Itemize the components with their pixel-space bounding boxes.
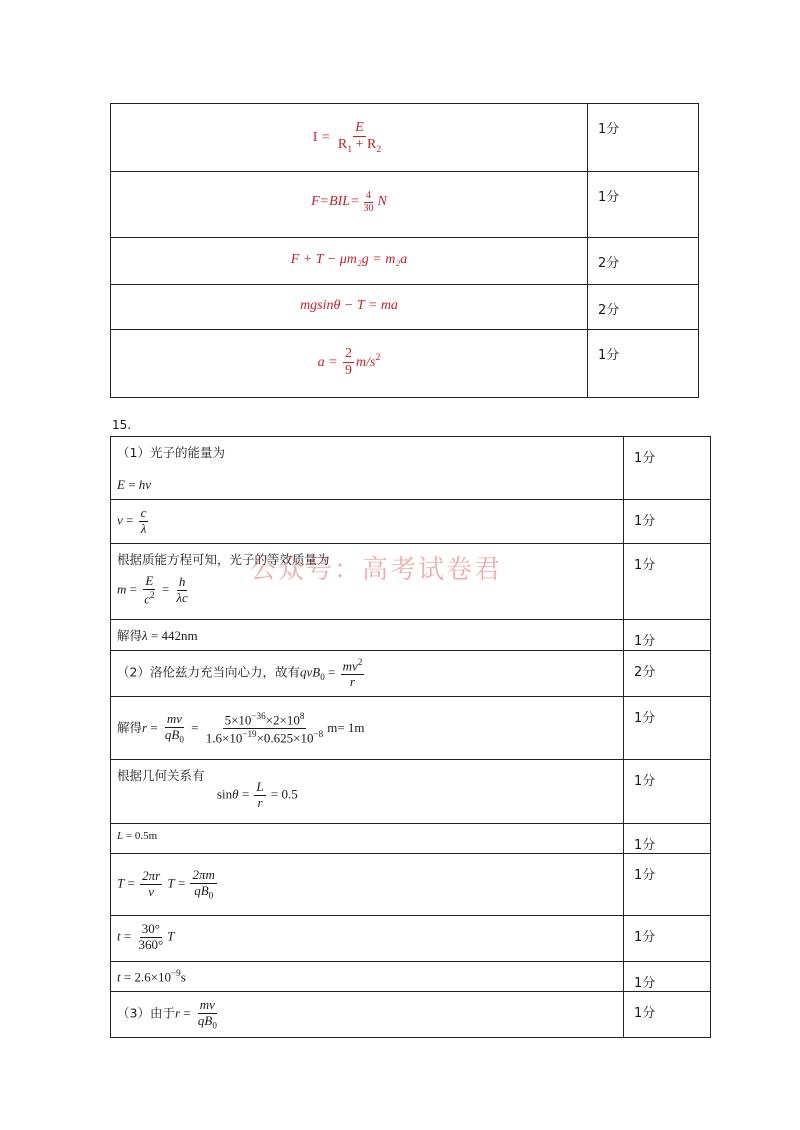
step-formula: （3）由于r = $\frac{mv}{qB_0}$ — [117, 997, 217, 1031]
score-row — [111, 619, 711, 650]
step-formula: v = $\frac{c}{\lambda}$ — [117, 505, 147, 536]
score-row — [111, 824, 711, 854]
score-row — [111, 238, 699, 285]
score: 2分 — [624, 650, 711, 696]
score-row — [111, 437, 711, 500]
step-formula: 解得λ = 442nm — [117, 627, 198, 643]
step-formula: （2）洛伦兹力充当向心力，故有qvB$_0$ = $\frac{mv^2}{r}$ — [117, 656, 363, 690]
score: 1分 — [588, 172, 699, 238]
score-row — [111, 697, 711, 760]
score: 1分 — [624, 760, 711, 824]
score: 2分 — [588, 238, 699, 285]
score: 1分 — [624, 437, 711, 500]
score-row — [111, 330, 699, 398]
scoring-table-previous — [110, 103, 699, 398]
score: 1分 — [624, 824, 711, 854]
scoring-table-q15 — [110, 436, 711, 1038]
formula-ampere-force: F=BIL= $\frac{4}{30}$ N — [111, 172, 588, 238]
formula-newton-m: mgsinθ − T = ma — [111, 285, 588, 330]
step-formula: $t = 2.6\times 10^{-9}s$ — [117, 968, 186, 985]
score: 2分 — [588, 285, 699, 330]
step-formula: sinθ = $\frac{L}{r}$ = 0.5 — [217, 779, 298, 811]
score-row — [111, 854, 711, 916]
score-row — [111, 104, 699, 172]
score: 1分 — [624, 962, 711, 992]
score-row — [111, 992, 711, 1038]
score-row — [111, 962, 711, 992]
question-number: 15. — [112, 418, 132, 432]
score-row — [111, 916, 711, 962]
score: 1分 — [624, 500, 711, 544]
score-row — [111, 500, 711, 544]
score-row — [111, 285, 699, 330]
formula-current: I = $\frac{E}{R_1 + R_2}$ — [111, 104, 588, 172]
step-formula: E = hν — [117, 477, 152, 492]
formula-acceleration: a = $\frac{2}{9}$ $m/s^2$ — [111, 330, 588, 398]
step-formula: T = $\frac{2\pi r}{v}$ T = $\frac{2\pi m}{qB_0}$ — [117, 867, 215, 901]
score: 1分 — [588, 330, 699, 398]
score-row — [111, 650, 711, 696]
step-formula: L = 0.5m — [117, 830, 158, 843]
step-formula: 解得r = $\frac{mv}{qB_0}$ = $\frac{5\times 10^{-36}\times 2\times 10^8}{1.6\times 10^{-19}\times 0.625\times 10^{-8}}$ m= 1m — [117, 711, 365, 746]
score: 1分 — [624, 619, 711, 650]
score-row — [111, 172, 699, 238]
score: 1分 — [588, 104, 699, 172]
watermark: 公众号：高考试卷君 — [250, 555, 503, 585]
score-row — [111, 760, 711, 824]
step-formula: t = $\frac{30^\circ}{360^\circ}$ T — [117, 921, 175, 953]
score: 1分 — [624, 854, 711, 916]
step-text: 根据质能方程可知，光子的等效质量为 — [117, 551, 330, 567]
score: 1分 — [624, 543, 711, 619]
score: 1分 — [624, 697, 711, 760]
step-text: 根据几何关系有 — [117, 768, 205, 784]
step-formula: m = $\frac{E}{c^2}$ = $\frac{h}{\lambda c}$ — [117, 572, 188, 607]
score: 1分 — [624, 916, 711, 962]
score: 1分 — [624, 992, 711, 1038]
formula-newton-m2: F + T − μm₂g = m₂a — [111, 238, 588, 285]
step-text: （1）光子的能量为 — [117, 445, 225, 460]
